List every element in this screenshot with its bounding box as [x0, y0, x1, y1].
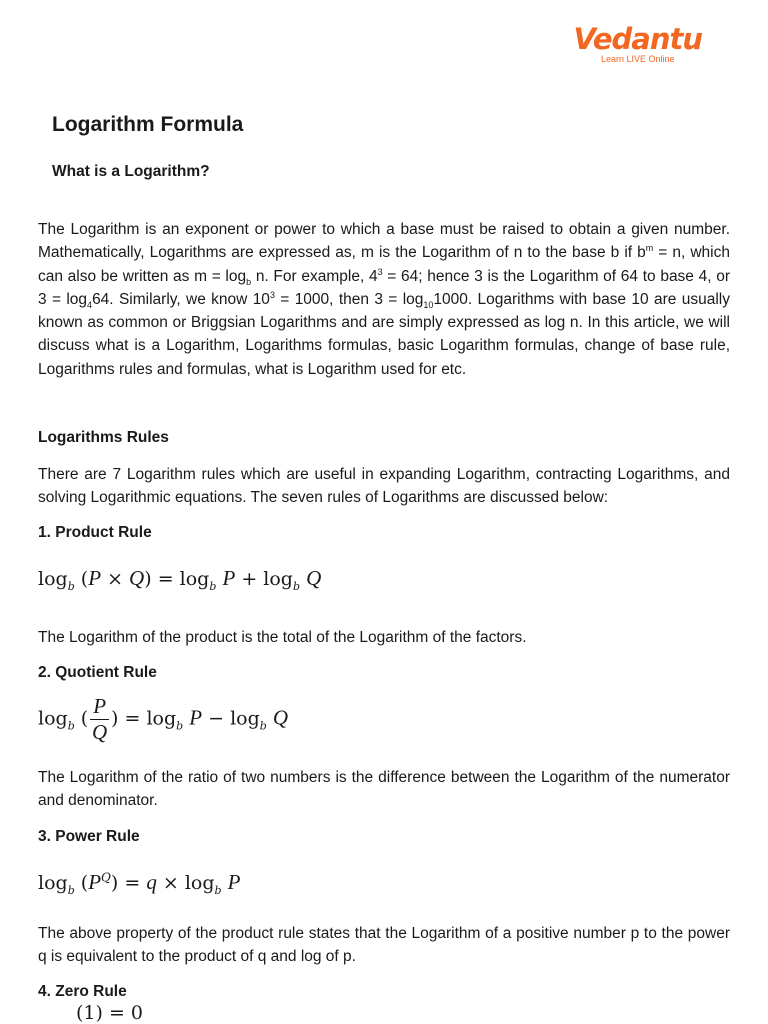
product-rule-formula: $\log_b (P \times Q) = \log_b P + \log_b Q$ [38, 566, 322, 593]
quotient-rule-formula: $\log_b$ ( $\frac{P}{Q}$ ) = $\log_b P - \log_b Q$ [38, 694, 289, 744]
rule-heading: 3. Power Rule [38, 828, 140, 845]
rules-intro-paragraph: There are 7 Logarithm rules which are useful in expanding Logarithm, contracting Logarithms, and solving Logarithmic equations. The seven rules of Logarithms are discussed below: [38, 466, 730, 507]
rules-heading: Logarithms Rules [38, 429, 169, 446]
intro-paragraph: The Logarithm is an exponent or power to which a base must be raised to obtain a given number. Mathematically, Logarithms are expressed as, m is the Logarithm of n to the base b if $b^m = n$, which can also be written as $m = \log_b n$. For example, $4^3 = 64$; hence 3 is the Logarithm of 64 to base 4, or $3 = \log_464$. Similarly, we know $10^3 = 1000$, then $3 = \log_{10}1000$. Logarithms with base 10 are usually known as common or Briggsian Logarithms and are simply expressed as log n. In this article, we will discuss what is a Logarithm, Logarithms formulas, basic Logarithm formulas, change of base rule, Logarithms rules and formulas, what is Logarithm used for etc. [38, 221, 731, 378]
fraction: $\frac{P}{Q}$ [92, 694, 108, 744]
logo-wordmark: Vedantu [573, 22, 702, 56]
power-rule-formula: $\log_b (P^Q) = q \times \log_b P$ [38, 870, 241, 897]
rule-description: The Logarithm of the product is the total of the Logarithm of the factors. [38, 629, 527, 646]
rule-heading: 2. Quotient Rule [38, 664, 157, 681]
logo-tagline: Learn LIVE Online [600, 54, 675, 64]
section-subtitle: What is a Logarithm? [52, 163, 210, 180]
rule-description: The Logarithm of the ratio of two numbers is the difference between the Logarithm of the numerator and denominator. [38, 769, 730, 810]
vedantu-logo[interactable] [574, 22, 702, 64]
rule-heading: 1. Product Rule [38, 524, 152, 541]
zero-rule-formula: (1) = 0 [76, 1002, 144, 1024]
page-title: Logarithm Formula [52, 113, 244, 136]
rule-heading: 4. Zero Rule [38, 983, 127, 1000]
rule-description: The above property of the product rule states that the Logarithm of a positive number p to the power q is equivalent to the product of q and log of p. [38, 925, 730, 966]
